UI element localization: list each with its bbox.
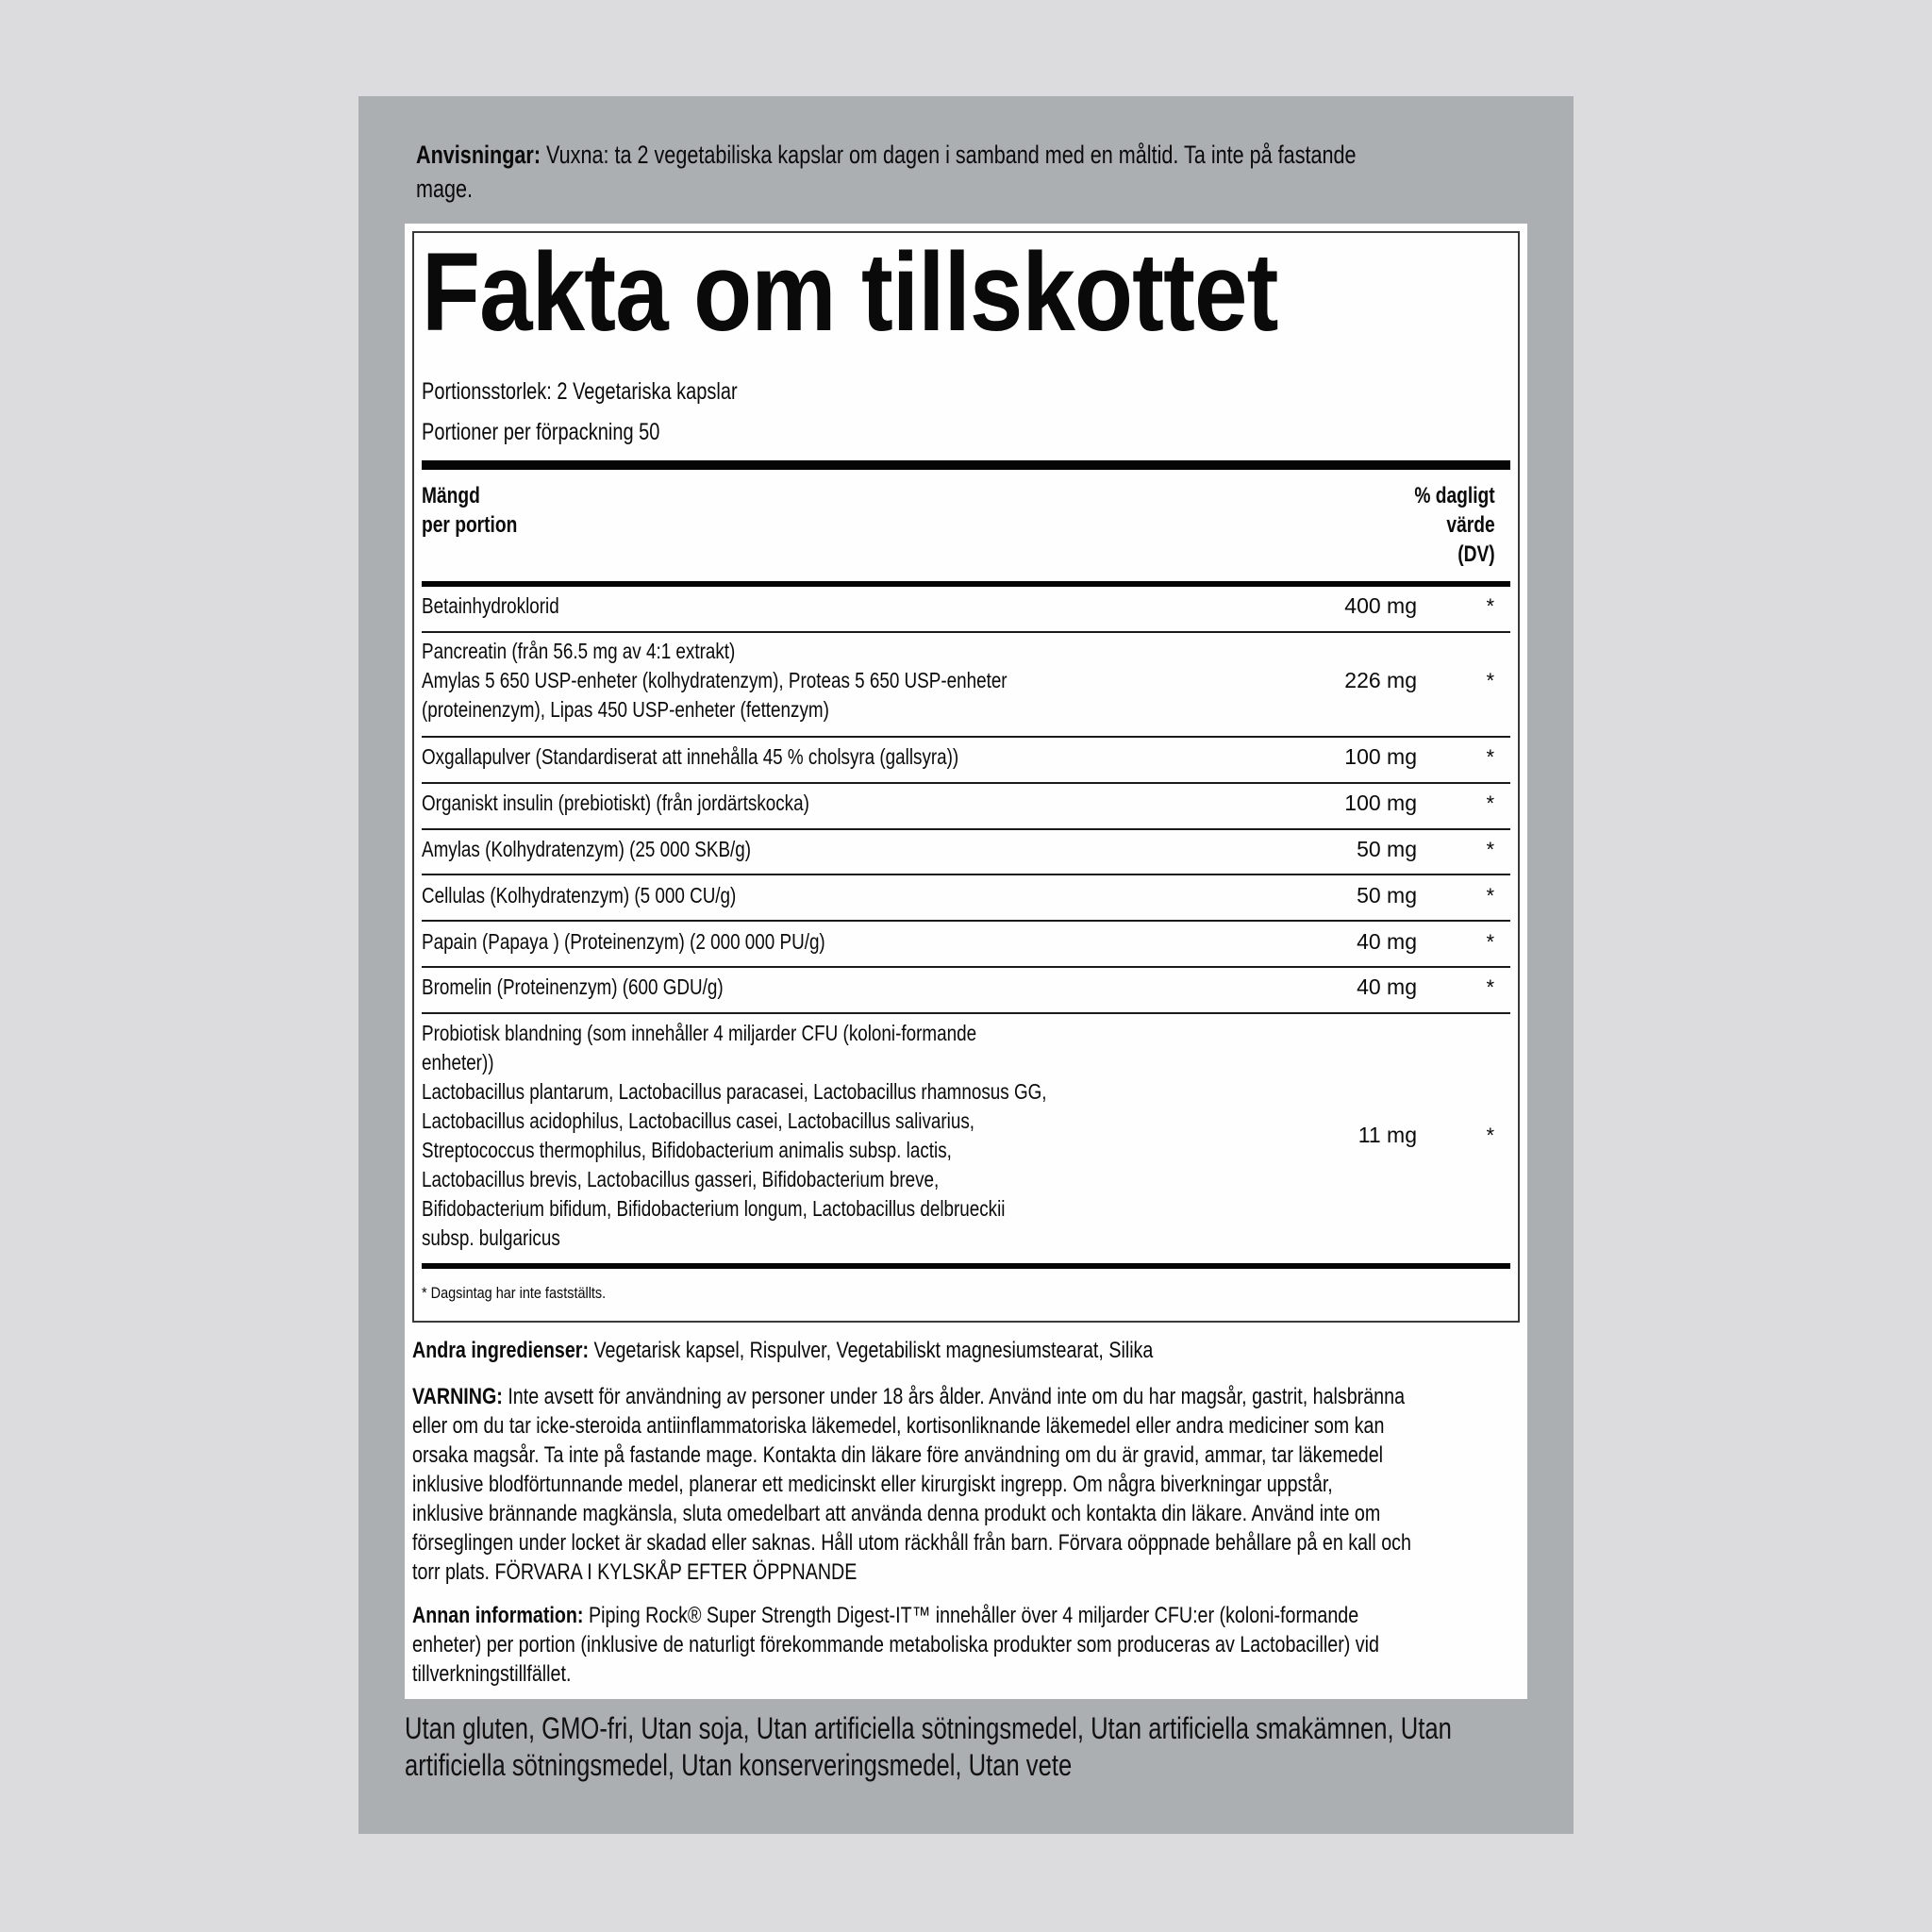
servings-per-container: Portioner per förpackning 50 — [422, 419, 660, 445]
daily-value: * — [1486, 791, 1494, 815]
daily-value: * — [1486, 930, 1494, 954]
header-line: (DV) — [1457, 541, 1495, 567]
claims-line: Utan gluten, GMO-fri, Utan soja, Utan artificiella sötningsmedel, Utan artificiella smakämnen, Utan — [405, 1711, 1452, 1745]
ingredient-amount: 40 mg — [1357, 929, 1417, 954]
ingredient-name: Probiotisk blandning (som innehåller 4 miljarder CFU (koloni-formande enheter)) Lactobacillus plantarum, Lactobacillus paracasei, Lactobacillus rhamnosus GG, Lactobacillus acidophilus, Lactobacillus casei, Lactobacillus salivarius, Streptococcus thermophilus, Bifidobacterium animalis subsp. lactis, Lactobacillus brevis, Lactobacillus gasseri, Bifidobacterium breve, Bifidobacterium bifidum, Bifidobacterium longum, Lactobacillus delbrueckii subsp. bulgaricus — [422, 1021, 1047, 1250]
directions-line: Vuxna: ta 2 vegetabiliska kapslar om dagen i samband med en måltid. Ta inte på fastande — [541, 141, 1357, 169]
daily-value: * — [1486, 594, 1494, 618]
daily-value: * — [1486, 975, 1494, 999]
other-information: Annan information: Piping Rock® Super Strength Digest-IT™ innehåller över 4 miljarder CFU:er (koloni-formande enheter) per portion (inklusive de naturligt förekommande metaboliska produkter som produceras av Lactobaciller) vid tillverkningstillfället. — [412, 1603, 1379, 1687]
header-line: per portion — [422, 512, 518, 538]
warning-label: VARNING: — [412, 1384, 503, 1409]
row-divider — [422, 966, 1510, 968]
header-line: Mängd — [422, 483, 480, 508]
daily-value: * — [1486, 669, 1494, 692]
row-divider — [422, 920, 1510, 922]
other-information-label: Annan information: — [412, 1603, 584, 1628]
ingredient-name: Papain (Papaya ) (Proteinenzym) (2 000 000 PU/g) — [422, 929, 825, 954]
daily-value: * — [1486, 838, 1494, 861]
row-divider — [422, 736, 1510, 738]
ingredient-name: Amylas (Kolhydratenzym) (25 000 SKB/g) — [422, 837, 752, 861]
serving-size: Portionsstorlek: 2 Vegetariska kapslar — [422, 378, 738, 405]
daily-value-footnote: * Dagsintag har inte fastställts. — [422, 1284, 607, 1302]
daily-value-header — [1415, 481, 1495, 569]
daily-value: * — [1486, 745, 1494, 769]
ingredient-name: Pancreatin (från 56.5 mg av 4:1 extrakt) Amylas 5 650 USP-enheter (kolhydratenzym), Proteas 5 650 USP-enheter (proteinenzym), Lipas 450 USP-enheter (fettenzym) — [422, 639, 1008, 722]
claims-line: artificiella sötningsmedel, Utan konserveringsmedel, Utan vete — [405, 1748, 1073, 1782]
directions-label: Anvisningar: — [416, 141, 541, 169]
warning-text: VARNING: Inte avsett för användning av personer under 18 års ålder. Använd inte om du har magsår, gastrit, halsbränna eller om du tar icke-steroida antiinflammatoriska läkemedel, kortisonliknande läkemedel eller andra mediciner som kan orsaka magsår. Ta inte på fastande mage. Kontakta din läkare före användning om du är gravid, ammar, tar läkemedel inklusive blodförtunnande medel, planerar ett medicinskt eller kirurgiskt ingrepp. Om några biverkningar uppstår, inklusive brännande magkänsla, sluta omedelbart att använda denna produkt och kontakta din läkare. Använd inte om förseglingen under locket är skadad eller saknas. Håll utom räckhåll från barn. Förvara oöppnade behållare på en kall och torr plats. FÖRVARA I KYLSKÅP EFTER ÖPPNANDE — [412, 1384, 1411, 1585]
amount-per-serving-header — [422, 481, 517, 540]
thick-rule-header — [422, 581, 1510, 587]
thick-rule-top — [422, 460, 1510, 470]
ingredient-amount: 40 mg — [1357, 974, 1417, 999]
header-line: % dagligt — [1414, 483, 1495, 508]
row-divider — [422, 631, 1510, 633]
row-divider — [422, 1012, 1510, 1014]
ingredient-amount: 50 mg — [1357, 883, 1417, 908]
ingredient-name: Bromelin (Proteinenzym) (600 GDU/g) — [422, 974, 724, 999]
daily-value: * — [1486, 1124, 1494, 1147]
ingredient-amount: 100 mg — [1344, 791, 1417, 815]
other-ingredients-label: Andra ingredienser: — [412, 1338, 589, 1363]
facts-title: Fakta om tillskottet — [422, 230, 1278, 355]
row-divider — [422, 828, 1510, 830]
ingredient-name: Organiskt insulin (prebiotiskt) (från jordärtskocka) — [422, 791, 809, 815]
ingredient-name: Cellulas (Kolhydratenzym) (5 000 CU/g) — [422, 883, 737, 908]
daily-value: * — [1486, 884, 1494, 908]
ingredient-amount: 100 mg — [1344, 744, 1417, 769]
header-line: värde — [1446, 512, 1495, 538]
ingredient-name: Betainhydroklorid — [422, 593, 559, 618]
directions-line: mage. — [416, 175, 474, 203]
ingredient-amount: 226 mg — [1344, 668, 1417, 692]
thick-rule-bottom — [422, 1263, 1510, 1269]
row-divider — [422, 874, 1510, 875]
ingredient-amount: 50 mg — [1357, 837, 1417, 861]
ingredient-amount: 400 mg — [1344, 593, 1417, 618]
other-ingredients: Andra ingredienser: Vegetarisk kapsel, Rispulver, Vegetabiliskt magnesiumstearat, Silika — [412, 1338, 1154, 1363]
row-divider — [422, 782, 1510, 784]
ingredient-amount: 11 mg — [1357, 1123, 1417, 1147]
ingredient-name: Oxgallapulver (Standardiserat att innehålla 45 % cholsyra (gallsyra)) — [422, 744, 959, 769]
directions-text — [416, 138, 1510, 206]
free-from-claims — [405, 1710, 1574, 1784]
